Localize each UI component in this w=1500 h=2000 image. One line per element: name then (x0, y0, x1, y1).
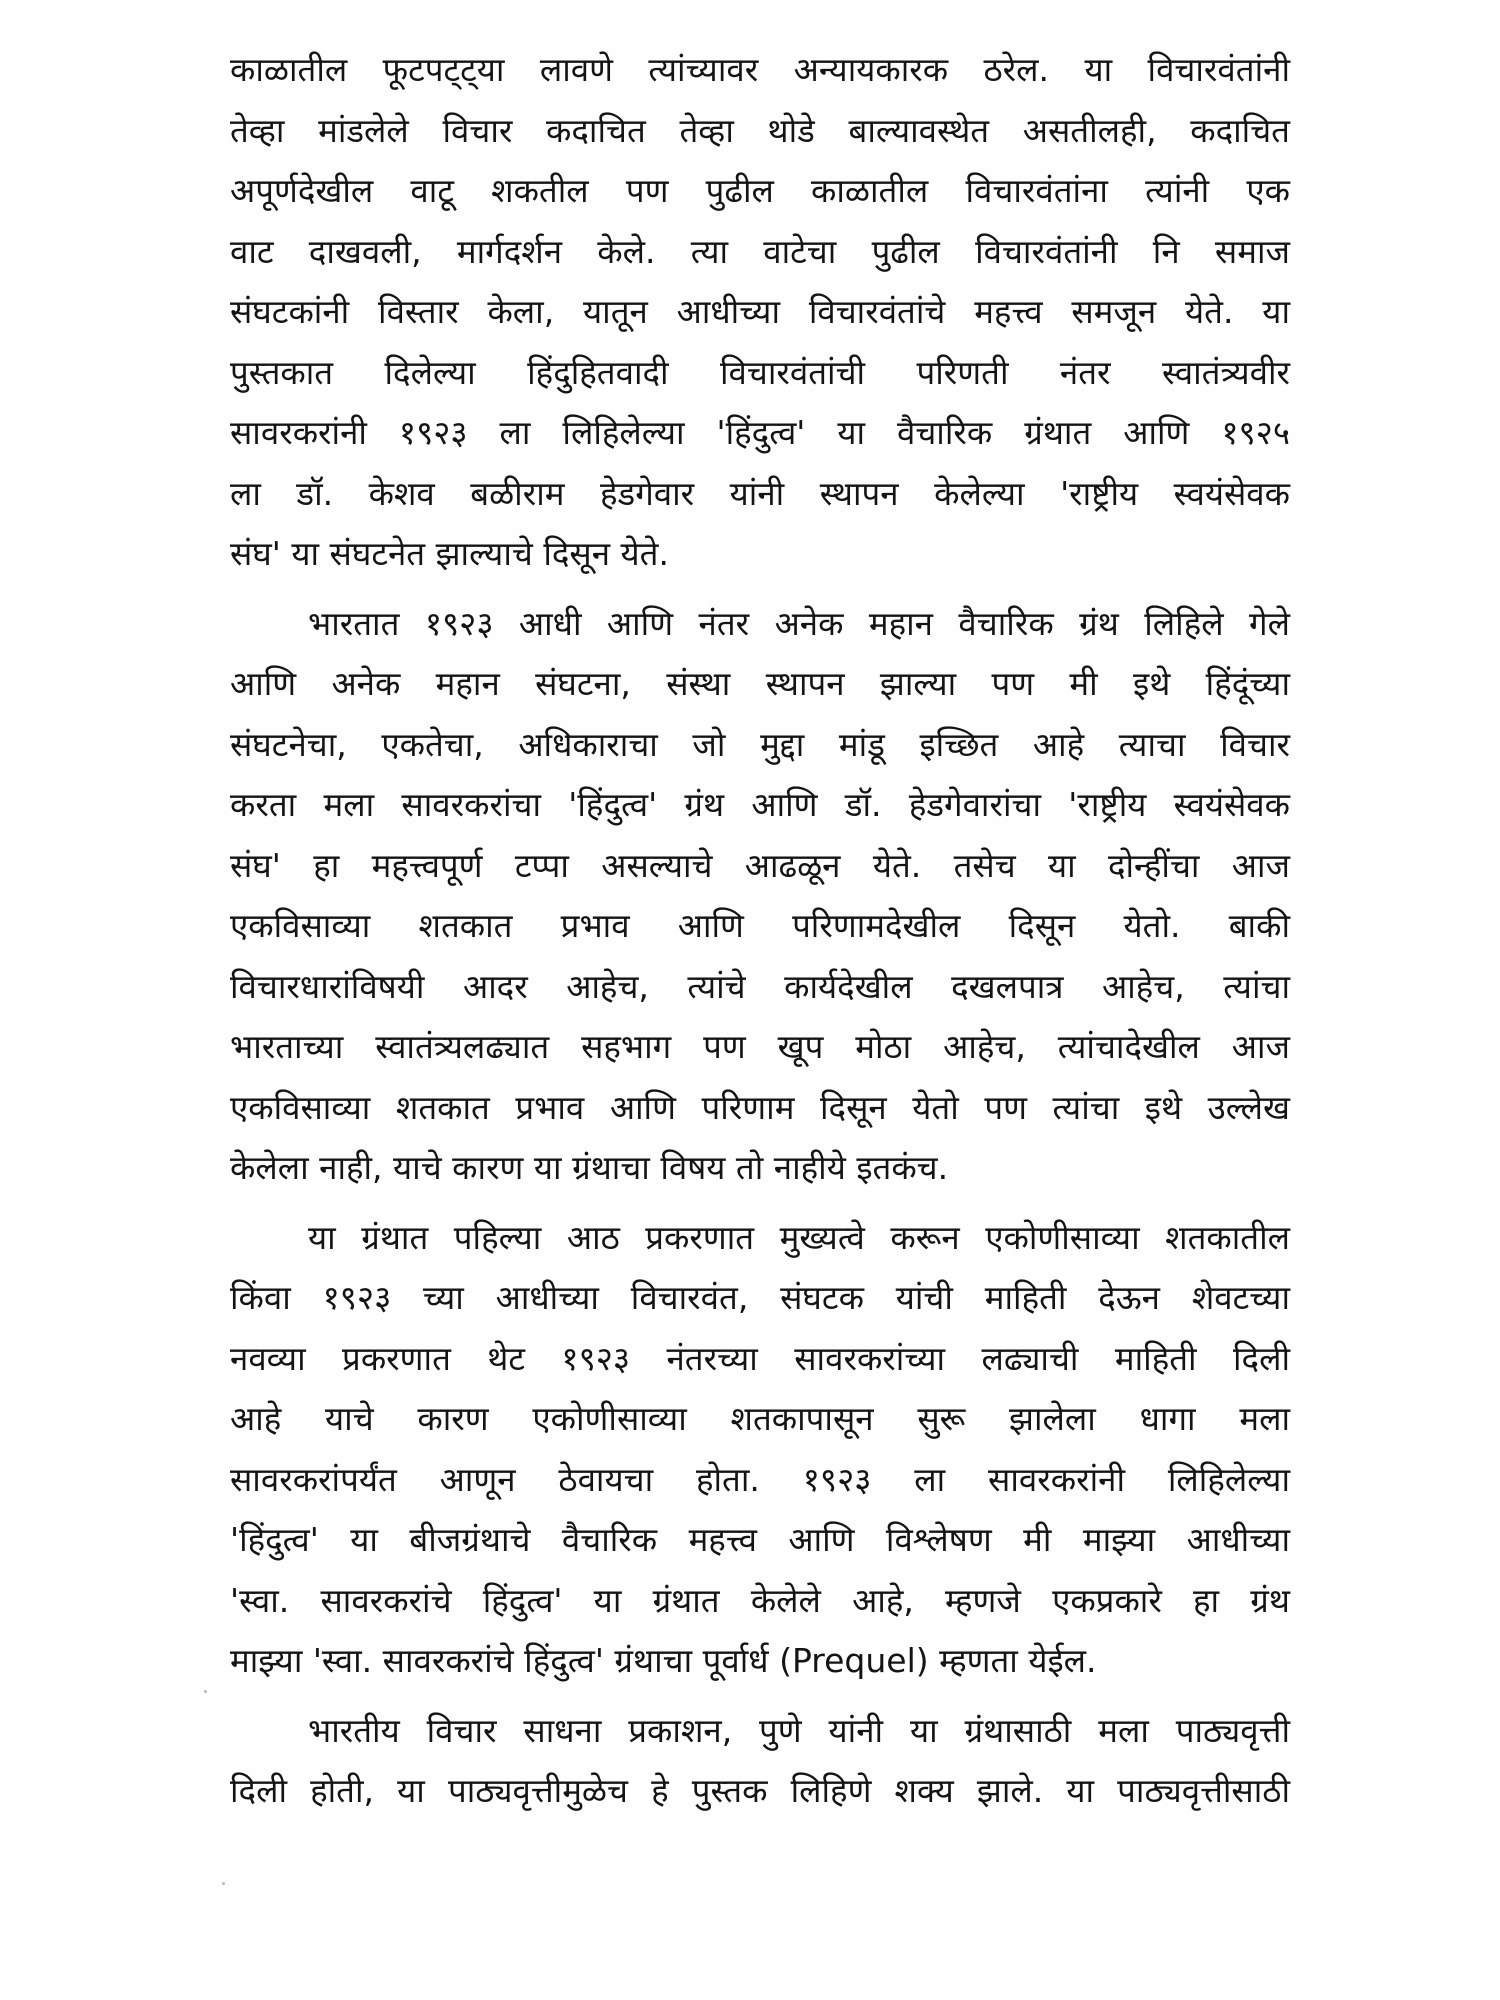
paragraph-line: भारतीय विचार साधना प्रकाशन, पुणे यांनी या ग्रंथासाठी मला पाठ्यवृत्ती (308, 1710, 1290, 1750)
paragraph-line: एकविसाव्या शतकात प्रभाव आणि परिणाम दिसून येतो पण त्यांचा इथे उल्लेख (230, 1087, 1290, 1127)
paragraph-line: आणि अनेक महान संघटना, संस्था स्थापन झाल्या पण मी इथे हिंदूंच्या (230, 664, 1290, 703)
paragraph-line: भारतात १९२३ आधी आणि नंतर अनेक महान वैचारिक ग्रंथ लिहिले गेले (308, 603, 1290, 643)
paragraph-line: एकविसाव्या शतकात प्रभाव आणि परिणामदेखील दिसून येतो. बाकी (230, 906, 1290, 945)
paragraph-line: या ग्रंथात पहिल्या आठ प्रकरणात मुख्यत्वे करून एकोणीसाव्या शतकातील (308, 1217, 1290, 1257)
paragraph-line: विचारधारांविषयी आदर आहेच, त्यांचे कार्यदेखील दखलपात्र आहेच, त्यांचा (230, 966, 1290, 1006)
scan-speck (222, 1882, 225, 1885)
paragraph-line: 'हिंदुत्व' या बीजग्रंथाचे वैचारिक महत्त्व आणि विश्लेषण मी माझ्या आधीच्या (230, 1520, 1290, 1559)
paragraph-line: आहे याचे कारण एकोणीसाव्या शतकापासून सुरू झालेला धागा मला (230, 1399, 1290, 1438)
paragraph-line: केलेला नाही, याचे कारण या ग्रंथाचा विषय तो नाहीये इतकंच. (230, 1148, 949, 1187)
paragraph-line: अपूर्णदेखील वाटू शकतील पण पुढील काळातील विचारवंतांना त्यांनी एक (230, 171, 1290, 210)
paragraph-line: ला डॉ. केशव बळीराम हेडगेवार यांनी स्थापन केलेल्या 'राष्ट्रीय स्वयंसेवक (230, 473, 1290, 513)
paragraph-line: करता मला सावरकरांचा 'हिंदुत्व' ग्रंथ आणि डॉ. हेडगेवारांचा 'राष्ट्रीय स्वयंसेवक (230, 785, 1290, 824)
paragraph-1 (230, 40, 1290, 585)
paragraph-line: संघ' या संघटनेत झाल्याचे दिसून येते. (230, 534, 669, 573)
paragraph-2 (230, 594, 1290, 1199)
paragraph-line: माझ्या 'स्वा. सावरकरांचे हिंदुत्व' ग्रंथाचा पूर्वार्ध (Prequel) म्हणता येईल. (230, 1641, 1097, 1680)
paragraph-line: संघटनेचा, एकतेचा, अधिकाराचा जो मुद्दा मांडू इच्छित आहे त्याचा विचार (230, 724, 1290, 764)
paragraph-line: संघ' हा महत्त्वपूर्ण टप्पा असल्याचे आढळून येते. तसेच या दोन्हींचा आज (230, 845, 1290, 885)
paragraph-line: नवव्या प्रकरणात थेट १९२३ नंतरच्या सावरकरांच्या लढ्याची माहिती दिली (230, 1338, 1290, 1378)
paragraph-line: भारताच्या स्वातंत्र्यलढ्यात सहभाग पण खूप मोठा आहेच, त्यांचादेखील आज (230, 1027, 1290, 1066)
paragraph-3 (230, 1208, 1290, 1692)
paragraph-line: 'स्वा. सावरकरांचे हिंदुत्व' या ग्रंथात केलेले आहे, म्हणजे एकप्रकारे हा ग्रंथ (230, 1580, 1290, 1620)
paragraph-line: दिली होती, या पाठ्यवृत्तीमुळेच हे पुस्तक लिहिणे शक्य झाले. या पाठ्यवृत्तीसाठी (230, 1771, 1290, 1810)
paragraph-line: सावरकरांनी १९२३ ला लिहिलेल्या 'हिंदुत्व' या वैचारिक ग्रंथात आणि १९२५ (230, 413, 1290, 452)
paragraph-line: किंवा १९२३ च्या आधीच्या विचारवंत, संघटक यांची माहिती देऊन शेवटच्या (230, 1278, 1290, 1317)
paragraph-line: काळातील फूटपट्ट्या लावणे त्यांच्यावर अन्यायकारक ठरेल. या विचारवंतांनी (230, 50, 1290, 89)
paragraph-line: सावरकरांपर्यंत आणून ठेवायचा होता. १९२३ ला सावरकरांनी लिहिलेल्या (230, 1459, 1290, 1499)
paragraph-spacer (230, 1692, 1290, 1701)
page-body-text (230, 40, 1290, 1822)
paragraph-spacer (230, 1199, 1290, 1208)
scan-speck (204, 1690, 207, 1693)
paragraph-line: पुस्तकात दिलेल्या हिंदुहितवादी विचारवंतांची परिणती नंतर स्वातंत्र्यवीर (230, 352, 1290, 392)
paragraph-line: तेव्हा मांडलेले विचार कदाचित तेव्हा थोडे बाल्यावस्थेत असतीलही, कदाचित (230, 110, 1290, 150)
paragraph-4 (230, 1701, 1290, 1822)
paragraph-line: संघटकांनी विस्तार केला, यातून आधीच्या विचारवंतांचे महत्त्व समजून येते. या (230, 292, 1290, 331)
paragraph-spacer (230, 585, 1290, 594)
paragraph-line: वाट दाखवली, मार्गदर्शन केले. त्या वाटेचा पुढील विचारवंतांनी नि समाज (230, 231, 1290, 271)
